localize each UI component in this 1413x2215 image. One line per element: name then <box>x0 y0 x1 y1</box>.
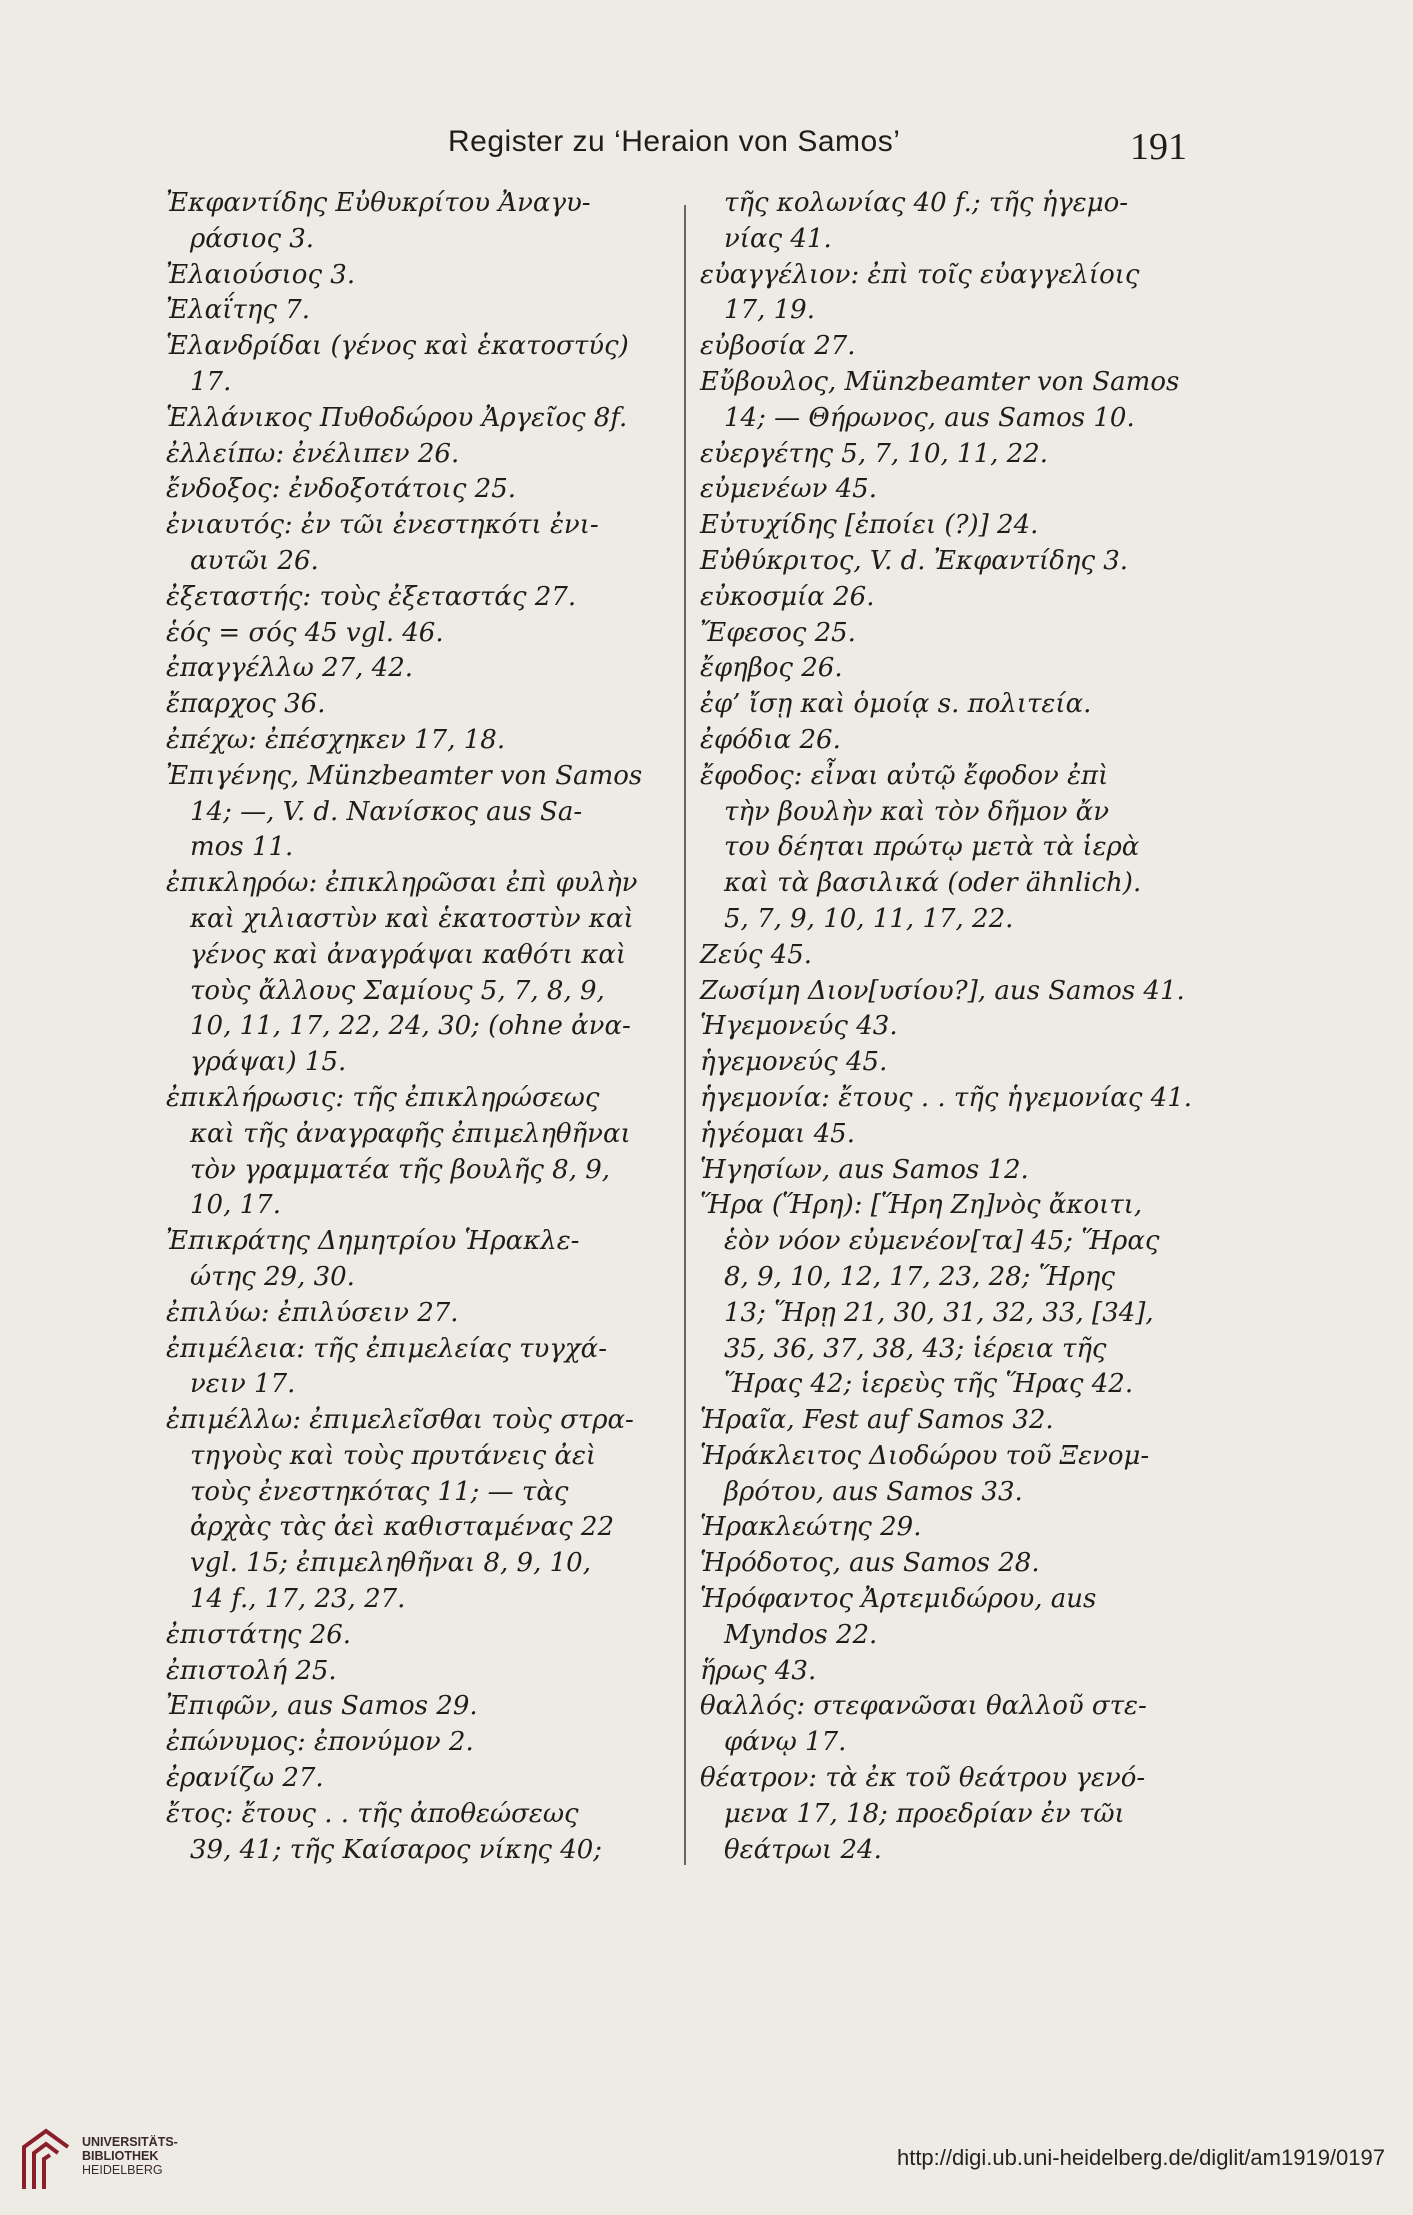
index-entry-line: ἐπικλήρωσις: τῆς ἐπικληρώσεως <box>166 1082 600 1113</box>
index-entry-line: Ἡγεμονεύς 43. <box>700 1011 898 1042</box>
index-entry-line: ἔτος: ἔτους . . τῆς ἀποθεώσεως <box>166 1798 579 1829</box>
index-entry-line: ἐπιστολή 25. <box>166 1655 337 1686</box>
index-entry-line: Ἐπιγένης, Münzbeamter von Samos <box>166 760 643 791</box>
index-entry-line: Ζωσίμη Διον[υσίου?], aus Samos 41. <box>700 975 1185 1006</box>
index-entry-line: ἔπαρχος 36. <box>166 689 326 720</box>
index-entry-line: 14 f., 17, 23, 27. <box>190 1584 406 1615</box>
index-entry-line: Εὐθύκριτος, V. d. Ἐκφαντίδης 3. <box>700 545 1129 576</box>
index-entry-line: ἡγεμονία: ἔτους . . τῆς ἡγεμονίας 41. <box>700 1082 1193 1113</box>
column-divider <box>684 205 686 1865</box>
index-entry-line: Ἡρόδοτος, aus Samos 28. <box>700 1548 1040 1579</box>
index-entry-line: 39, 41; τῆς Καίσαρος νίκης 40; <box>190 1834 603 1865</box>
source-url-link[interactable]: http://digi.ub.uni-heidelberg.de/diglit/am1919/0197 <box>896 2145 1385 2170</box>
index-entry-line: ἐφ’ ἴσῃ καὶ ὁμοίᾳ s. πολιτεία. <box>700 689 1092 720</box>
index-entry-line: Ἑλανδρίδαι (γένος καὶ ἑκατοστύς) <box>166 331 629 362</box>
index-entry-line: Ἡγησίων, aus Samos 12. <box>700 1154 1029 1185</box>
index-entry-line: ἐπώνυμος: ἐπονύμον 2. <box>166 1727 474 1758</box>
index-entry-line: ἐπιστάτης 26. <box>166 1619 352 1650</box>
index-entry-line: Myndos 22. <box>724 1619 878 1650</box>
index-column-left <box>166 186 686 1868</box>
index-entry-line: καὶ τῆς ἀναγραφῆς ἐπιμεληθῆναι <box>190 1118 631 1149</box>
index-entry-line: Ἡραῖα, Fest auf Samos 32. <box>700 1405 1054 1436</box>
index-entry-line: ώτης 29, 30. <box>190 1261 355 1292</box>
index-entry-line: Ἡρόφαντος Ἀρτεμιδώρου, aus <box>700 1584 1097 1615</box>
index-entry-line: ἐπιλύω: ἐπιλύσειν 27. <box>166 1297 459 1328</box>
index-entry-line: μενα 17, 18; προεδρίαν ἐν τῶι <box>724 1798 1125 1829</box>
index-entry-line: ἐρανίζω 27. <box>166 1763 324 1794</box>
page-header <box>0 125 1413 168</box>
index-entry-line: Ἐπικράτης Δημητρίου Ἡρακλε- <box>166 1226 580 1257</box>
index-entry-line: ἐπιμέλεια: τῆς ἐπιμελείας τυγχά- <box>166 1333 607 1364</box>
index-entry-line: εὐμενέων 45. <box>700 474 877 505</box>
index-entry-line: Ζεύς 45. <box>700 939 812 970</box>
index-entry-line: Ἐπιφῶν, aus Samos 29. <box>166 1691 478 1722</box>
index-entry-line: του δέηται πρώτῳ μετὰ τὰ ἱερὰ <box>724 832 1140 863</box>
index-entry-line: 35, 36, 37, 38, 43; ἱέρεια τῆς <box>724 1333 1107 1364</box>
library-footer <box>0 2115 1413 2215</box>
index-entry-line: 10, 11, 17, 22, 24, 30; (ohne ἀνα- <box>190 1011 631 1042</box>
index-entry-line: θέατρον: τὰ ἐκ τοῦ θεάτρου γενό- <box>700 1763 1146 1794</box>
index-entry-line: βρότου, aus Samos 33. <box>724 1476 1023 1507</box>
index-entry-line: ἐξεταστής: τοὺς ἐξεταστάς 27. <box>166 581 577 612</box>
index-entry-line: ἔνδοξος: ἐνδοξοτάτοις 25. <box>166 474 517 505</box>
index-column-right <box>700 186 1200 1868</box>
library-name-line3: HEIDELBERG <box>82 2163 163 2177</box>
index-entry-line: ἐνιαυτός: ἐν τῶι ἐνεστηκότι ἐνι- <box>166 510 599 541</box>
index-entry-line: 14; — Θήρωνος, aus Samos 10. <box>724 402 1135 433</box>
index-entry-line: γένος καὶ ἀναγράψαι καθότι καὶ <box>190 939 627 970</box>
index-entry-line: ἐπικληρόω: ἐπικληρῶσαι ἐπὶ φυλὴν <box>166 868 638 899</box>
index-entry-line: νίας 41. <box>724 223 832 254</box>
index-entry-line: 5, 7, 9, 10, 11, 17, 22. <box>724 903 1014 934</box>
index-entry-line: εὐκοσμία 26. <box>700 581 875 612</box>
index-entry-line: καὶ χιλιαστὺν καὶ ἑκατοστὺν καὶ <box>190 903 634 934</box>
index-entry-line: ἑὸν νόον εὐμενέον[τα] 45; Ἥρας <box>724 1226 1160 1257</box>
index-entry-line: ἔφηβος 26. <box>700 653 843 684</box>
index-entry-line: εὐαγγέλιον: ἐπὶ τοῖς εὐαγγελίοις <box>700 259 1140 290</box>
index-entry-line: Ἥρα (Ἥρη): [Ἥρη Ζη]νὸς ἄκοιτι, <box>700 1190 1143 1221</box>
index-entry-line: Ἐλαΐτης 7. <box>166 295 311 326</box>
index-entry-line: ἐπιμέλλω: ἐπιμελεῖσθαι τοὺς στρα- <box>166 1405 634 1436</box>
index-entry-line: τὴν βουλὴν καὶ τὸν δῆμον ἄν <box>724 796 1110 827</box>
index-entry-line: 13; Ἥρῃ 21, 30, 31, 32, 33, [34], <box>724 1297 1154 1328</box>
index-entry-line: ἐπαγγέλλω 27, 42. <box>166 653 414 684</box>
index-entry-line: ἐφόδια 26. <box>700 724 841 755</box>
index-entry-line: Ἑλλάνικος Πυθοδώρου Ἀργεῖος 8f. <box>166 402 628 433</box>
index-entry-line: θαλλός: στεφανῶσαι θαλλοῦ στε- <box>700 1691 1147 1722</box>
library-name <box>82 2135 178 2177</box>
index-entry-line: ἡγέομαι 45. <box>700 1118 855 1149</box>
index-entry-line: θεάτρωι 24. <box>724 1834 882 1865</box>
index-entry-line: τὸν γραμματέα τῆς βουλῆς 8, 9, <box>190 1154 611 1185</box>
index-entry-line: καὶ τὰ βασιλικά (oder ähnlich). <box>724 868 1142 899</box>
index-entry-line: νειν 17. <box>190 1369 296 1400</box>
page-number: 191 <box>1130 126 1187 168</box>
index-entry-line: vgl. 15; ἐπιμεληθῆναι 8, 9, 10, <box>190 1548 591 1579</box>
library-name-line1: UNIVERSITÄTS- <box>82 2135 178 2149</box>
index-entry-line: Ἥρας 42; ἱερεὺς τῆς Ἥρας 42. <box>724 1369 1134 1400</box>
index-entry-line: Ἡράκλειτος Διοδώρου τοῦ Ξενομ- <box>700 1440 1150 1471</box>
index-entry-line: Εὐτυχίδης [ἐποίει (?)] 24. <box>700 510 1039 541</box>
index-entry-line: τοὺς ἐνεστηκότας 11; — τὰς <box>190 1476 569 1507</box>
index-entry-line: τῆς κολωνίας 40 f.; τῆς ἡγεμο- <box>724 188 1129 218</box>
index-entry-line: ἐπέχω: ἐπέσχηκεν 17, 18. <box>166 724 506 755</box>
index-entry-line: γράψαι) 15. <box>190 1047 347 1078</box>
index-entry-line: Ἔφεσος 25. <box>700 617 856 648</box>
index-entry-line: εὐβοσία 27. <box>700 331 856 362</box>
index-entry-line: ἐλλείπω: ἐνέλιπεν 26. <box>166 438 460 469</box>
index-entry-line: ἑός = σός 45 vgl. 46. <box>166 617 444 648</box>
index-entry-line: Ἐλαιούσιος 3. <box>166 259 356 290</box>
index-entry-line: φάνῳ 17. <box>724 1727 847 1758</box>
library-name-line2: BIBLIOTHEK <box>82 2149 159 2163</box>
index-entry-line: mos 11. <box>190 832 294 863</box>
index-entry-line: 8, 9, 10, 12, 17, 23, 28; Ἥρης <box>724 1261 1115 1292</box>
index-entry-line: ἥρως 43. <box>700 1655 817 1686</box>
index-entry-line: ἡγεμονεύς 45. <box>700 1047 888 1078</box>
running-title: Register zu ‘Heraion von Samos’ <box>448 125 901 158</box>
index-entry-line: 17, 19. <box>724 295 815 326</box>
index-entry-line: Ἡρακλεώτης 29. <box>700 1512 922 1543</box>
index-entry-line: ἔφοδος: εἶναι αὐτῷ ἔφοδον ἐπὶ <box>700 760 1109 791</box>
index-entry-line: ἀρχὰς τὰς ἀεὶ καθισταμένας 22 <box>190 1512 614 1543</box>
index-entry-line: 17. <box>190 366 232 397</box>
index-entry-line: τοὺς ἄλλους Σαμίους 5, 7, 8, 9, <box>190 975 605 1006</box>
index-entry-line: εὐεργέτης 5, 7, 10, 11, 22. <box>700 438 1048 469</box>
index-entry-line: ράσιος 3. <box>190 223 315 254</box>
library-logo-icon <box>16 2125 76 2191</box>
index-entry-line: τηγοὺς καὶ τοὺς πρυτάνεις ἀεὶ <box>190 1440 597 1471</box>
index-entry-line: Εὔβουλος, Münzbeamter von Samos <box>700 366 1180 397</box>
index-entry-line: 10, 17. <box>190 1190 281 1221</box>
index-entry-line: αυτῶι 26. <box>190 545 319 576</box>
index-entry-line: Ἐκφαντίδης Εὐθυκρίτου Ἀναγυ- <box>166 188 591 218</box>
index-entry-line: 14; —, V. d. Νανίσκος aus Sa- <box>190 796 583 827</box>
